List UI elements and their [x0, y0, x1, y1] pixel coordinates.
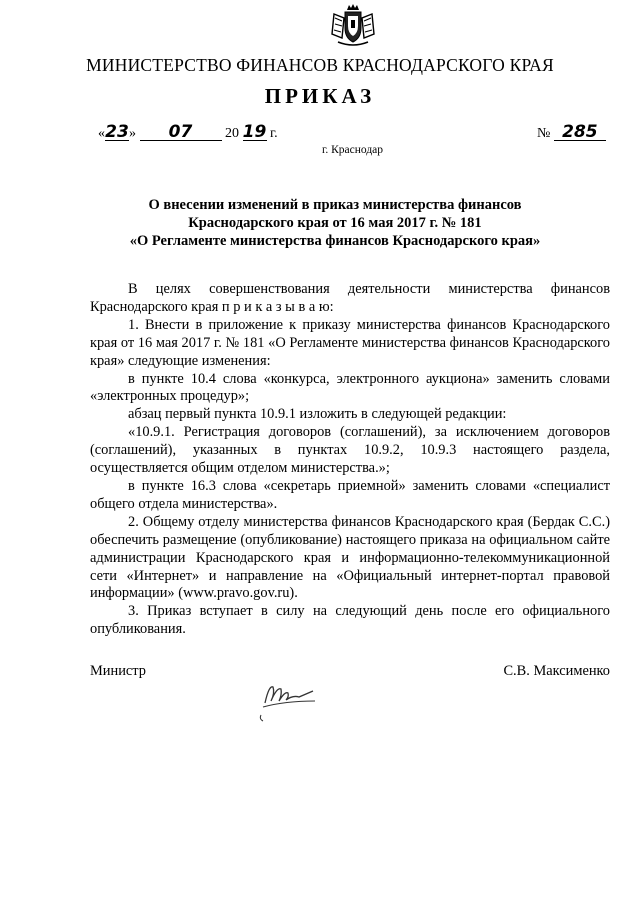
date-year: 19 — [242, 122, 267, 142]
document-title: О внесении изменений в приказ министерства финансов Краснодарского края от 16 мая 2017 г. № 181 «О Регламенте министерства финансов Краснодарского края» — [129, 197, 541, 249]
signatory-position: Министр — [90, 663, 146, 679]
number-value: 285 — [554, 124, 606, 141]
document-body — [90, 281, 610, 639]
document-number: № 285 — [537, 124, 606, 142]
paragraph: 3. Приказ вступает в силу на следующий день после его официального опубликования. — [90, 603, 610, 638]
paragraph: в пункте 16.3 слова «секретарь приемной» заменить словами «специалист общего отдела министерства». — [90, 477, 610, 512]
paragraph: 1. Внести в приложение к приказу министерства финансов Краснодарского края от 16 мая 2017 г. № 181 «О Регламенте министерства финансов Краснодарского края» следующие изменения: — [90, 316, 610, 369]
paragraph: «10.9.1. Регистрация договоров (соглашений), за исключением договоров (соглашений), указанных в пунктах 10.9.2, 10.9.3 настоящего раздела, осуществляется общим отделом министерства.»; — [90, 424, 610, 477]
paragraph: 2. Общему отделу министерства финансов Краснодарского края (Бердак С.С.) обеспечить размещение (опубликование) настоящего приказа на официальном сайте администрации Краснодарского края и информационно-телекоммуникационной сети «Интернет» и направление на «Официальный интернет-портал правовой информации» (www.pravo.gov.ru). — [90, 513, 610, 602]
date-month: 07 — [140, 124, 222, 141]
city: г. Краснодар — [321, 144, 384, 156]
date-field: «23» 07 20 19 г. — [98, 122, 278, 142]
paragraph: в пункте 10.4 слова «конкурса, электронного аукциона» заменить словами «электронных процедур»; — [90, 370, 610, 405]
ministry-name: МИНИСТЕРСТВО ФИНАНСОВ КРАСНОДАРСКОГО КРАЯ — [86, 55, 554, 75]
paragraph: В целях совершенствования деятельности министерства финансов Краснодарского края п р и к а з ы в а ю: — [90, 281, 610, 315]
date-day: 23 — [105, 122, 129, 142]
paragraph: абзац первый пункта 10.9.1 изложить в следующей редакции: — [128, 406, 507, 423]
coat-of-arms-icon — [330, 4, 376, 48]
signature-block — [90, 663, 610, 680]
handwritten-signature-icon — [255, 673, 325, 723]
document-type: ПРИКАЗ — [264, 84, 376, 108]
signatory-name: С.В. Максименко — [503, 663, 610, 679]
